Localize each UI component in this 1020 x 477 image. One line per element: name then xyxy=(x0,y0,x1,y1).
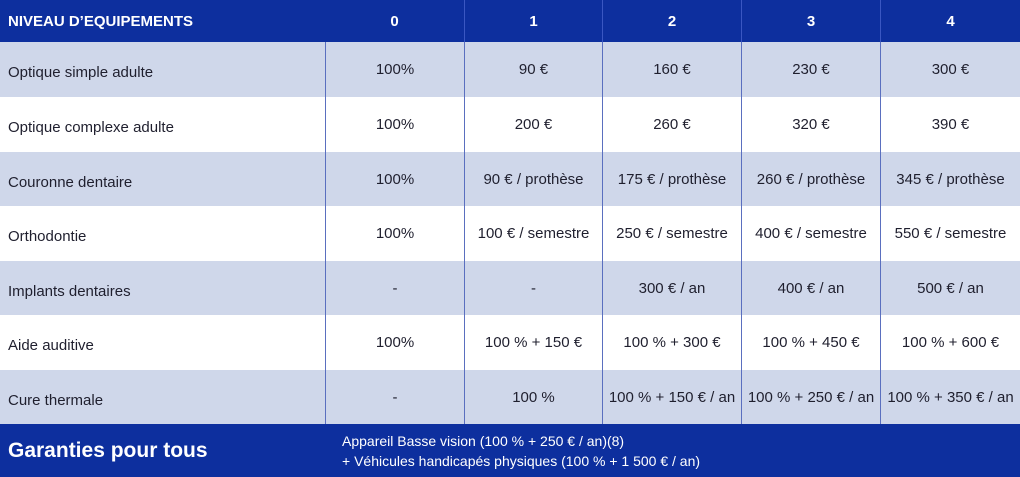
table-cell: - xyxy=(464,261,602,315)
table-header-row xyxy=(0,0,1020,42)
table-cell: 550 € / semestre xyxy=(880,206,1020,261)
footer-title: Garanties pour tous xyxy=(8,438,208,462)
table-cell: 100% xyxy=(325,315,464,370)
table-cell: 100 % + 600 € xyxy=(880,315,1020,370)
table-cell: 230 € xyxy=(741,42,880,97)
table-cell: 400 € / an xyxy=(741,261,880,315)
table-cell: 250 € / semestre xyxy=(602,206,741,261)
table-cell: 390 € xyxy=(880,97,1020,152)
footer-line-vehicles: + Véhicules handicapés physiques (100 % + 1 500 € / an) xyxy=(342,452,701,469)
table-row xyxy=(0,261,1020,315)
row-label: Optique simple adulte xyxy=(8,64,154,81)
row-label: Orthodontie xyxy=(8,228,87,245)
level-header-1: 1 xyxy=(464,0,602,42)
level-header-2: 2 xyxy=(602,0,741,42)
level-header-4: 4 xyxy=(880,0,1020,42)
table-cell: 160 € xyxy=(602,42,741,97)
table-row xyxy=(0,370,1020,424)
table-cell: 100% xyxy=(325,206,464,261)
table-row xyxy=(0,315,1020,370)
table-cell: 345 € / prothèse xyxy=(880,152,1020,206)
table-cell: 100 % + 300 € xyxy=(602,315,741,370)
footer-band xyxy=(0,424,1020,477)
header-title: NIVEAU D’EQUIPEMENTS xyxy=(8,12,194,30)
table-row xyxy=(0,42,1020,97)
table-cell: 100 € / semestre xyxy=(464,206,602,261)
table-cell: 100 % xyxy=(464,370,602,424)
footer-guarantees xyxy=(342,431,700,471)
level-header-3: 3 xyxy=(741,0,880,42)
table-cell: 400 € / semestre xyxy=(741,206,880,261)
table-cell: 320 € xyxy=(741,97,880,152)
footer-line-low-vision: Appareil Basse vision (100 % + 250 € / an)(8) xyxy=(342,432,625,449)
table-cell: 100% xyxy=(325,97,464,152)
table-cell: 100% xyxy=(325,42,464,97)
table-cell: 100 % + 150 € xyxy=(464,315,602,370)
table-cell: 300 € xyxy=(880,42,1020,97)
table-cell: 90 € / prothèse xyxy=(464,152,602,206)
table-cell: 100 % + 250 € / an xyxy=(741,370,880,424)
table-cell: 100% xyxy=(325,152,464,206)
row-label: Optique complexe adulte xyxy=(8,119,174,136)
table-cell: 500 € / an xyxy=(880,261,1020,315)
row-label: Couronne dentaire xyxy=(8,173,133,191)
table-row xyxy=(0,152,1020,206)
table-cell: - xyxy=(325,261,464,315)
table-cell: 100 % + 350 € / an xyxy=(880,370,1020,424)
table-cell: 90 € xyxy=(464,42,602,97)
row-label: Implants dentaires xyxy=(8,282,131,300)
table-cell: 260 € xyxy=(602,97,741,152)
table-row xyxy=(0,97,1020,152)
level-header-0: 0 xyxy=(390,12,399,30)
table-cell: - xyxy=(325,370,464,424)
table-cell: 260 € / prothèse xyxy=(741,152,880,206)
table-row xyxy=(0,206,1020,261)
table-cell: 100 % + 450 € xyxy=(741,315,880,370)
row-label: Cure thermale xyxy=(8,391,104,409)
table-cell: 100 % + 150 € / an xyxy=(602,370,741,424)
row-label: Aide auditive xyxy=(8,337,94,354)
table-cell: 300 € / an xyxy=(602,261,741,315)
table-cell: 175 € / prothèse xyxy=(602,152,741,206)
table-cell: 200 € xyxy=(464,97,602,152)
